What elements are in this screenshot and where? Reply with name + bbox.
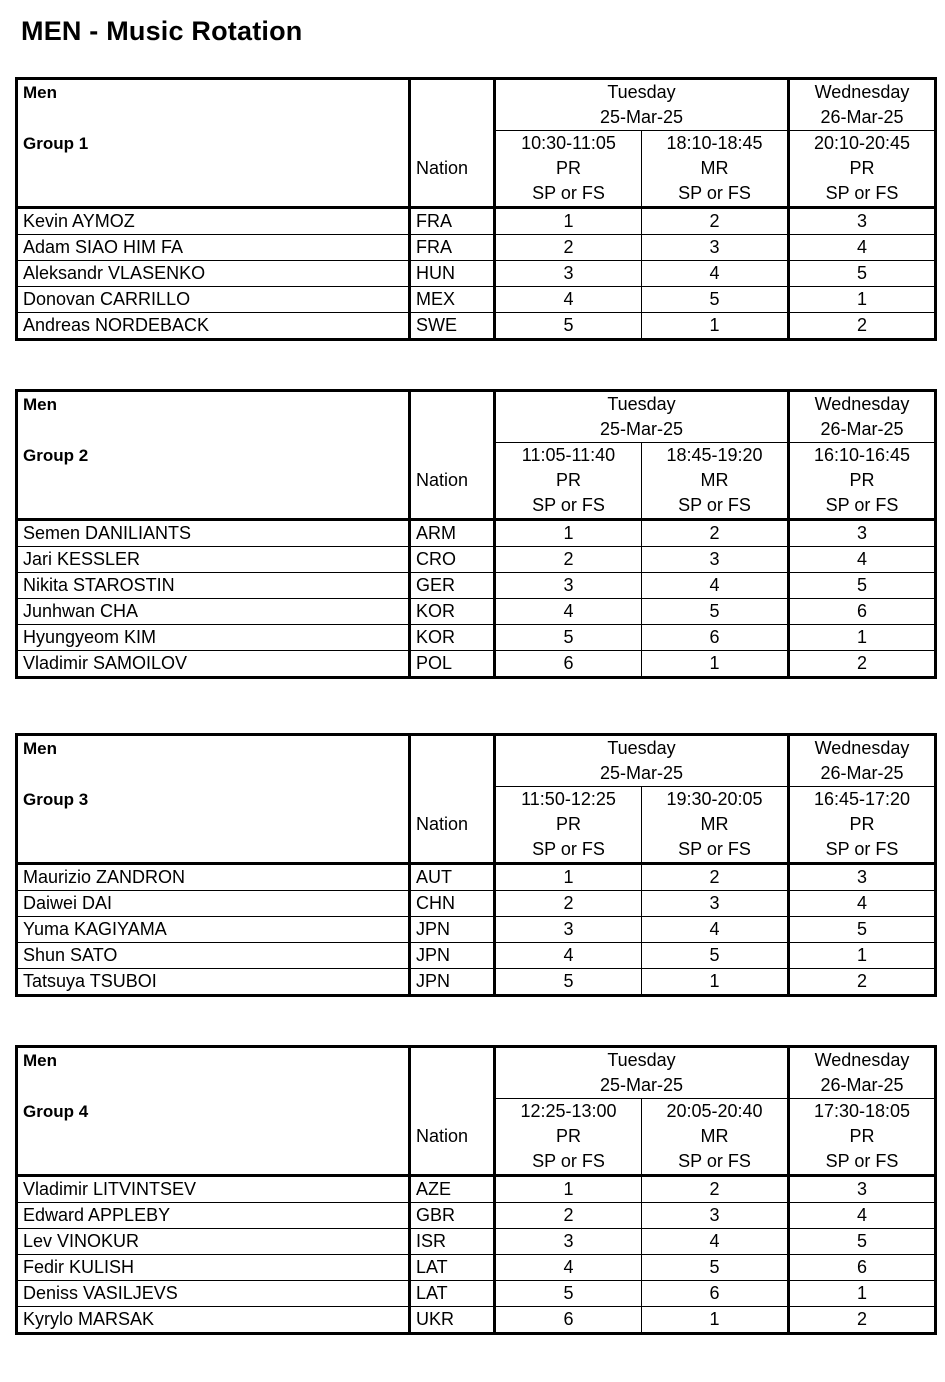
category-label: Men xyxy=(17,79,410,106)
header-spacer xyxy=(410,443,495,469)
rotation-order: 1 xyxy=(642,969,789,996)
rotation-order: 5 xyxy=(495,313,642,340)
header-spacer xyxy=(17,1124,410,1149)
rotation-order: 1 xyxy=(642,651,789,678)
session-segment: SP or FS xyxy=(789,1149,936,1176)
day-label: Tuesday xyxy=(495,391,789,418)
skater-row xyxy=(17,1281,936,1307)
rotation-order: 1 xyxy=(495,208,642,235)
skater-row xyxy=(17,864,936,891)
rotation-order: 2 xyxy=(789,969,936,996)
rotation-order: 5 xyxy=(495,1281,642,1307)
skater-nation: MEX xyxy=(410,287,495,313)
rotation-order: 5 xyxy=(642,599,789,625)
rotation-order: 3 xyxy=(495,261,642,287)
rotation-order: 5 xyxy=(642,1255,789,1281)
header-spacer xyxy=(17,493,410,520)
session-segment: SP or FS xyxy=(495,181,642,208)
header-spacer xyxy=(410,837,495,864)
group-label: Group 4 xyxy=(17,1099,410,1125)
skater-name: Kevin AYMOZ xyxy=(17,208,410,235)
skater-name: Maurizio ZANDRON xyxy=(17,864,410,891)
skater-name: Daiwei DAI xyxy=(17,891,410,917)
session-time: 10:30-11:05 xyxy=(495,131,642,157)
header-spacer xyxy=(410,131,495,157)
skater-name: Jari KESSLER xyxy=(17,547,410,573)
session-time: 16:10-16:45 xyxy=(789,443,936,469)
skater-nation: AUT xyxy=(410,864,495,891)
skater-name: Donovan CARRILLO xyxy=(17,287,410,313)
rotation-order: 1 xyxy=(789,625,936,651)
session-segment: SP or FS xyxy=(642,181,789,208)
group-label: Group 2 xyxy=(17,443,410,469)
session-time: 11:50-12:25 xyxy=(495,787,642,813)
rotation-order: 3 xyxy=(789,864,936,891)
header-spacer xyxy=(17,837,410,864)
rotation-order: 3 xyxy=(495,917,642,943)
date-label: 26-Mar-25 xyxy=(789,1073,936,1099)
rotation-order: 3 xyxy=(789,1176,936,1203)
skater-nation: POL xyxy=(410,651,495,678)
rotation-order: 6 xyxy=(789,1255,936,1281)
session-time: 11:05-11:40 xyxy=(495,443,642,469)
rotation-order: 6 xyxy=(789,599,936,625)
skater-name: Semen DANILIANTS xyxy=(17,520,410,547)
date-label: 26-Mar-25 xyxy=(789,105,936,131)
skater-row xyxy=(17,917,936,943)
rotation-order: 3 xyxy=(495,1229,642,1255)
skater-nation: JPN xyxy=(410,969,495,996)
skater-name: Hyungyeom KIM xyxy=(17,625,410,651)
session-type: PR xyxy=(495,812,642,837)
skater-name: Deniss VASILJEVS xyxy=(17,1281,410,1307)
skater-name: Junhwan CHA xyxy=(17,599,410,625)
header-spacer xyxy=(17,181,410,208)
rotation-order: 1 xyxy=(789,287,936,313)
skater-row xyxy=(17,287,936,313)
rotation-order: 4 xyxy=(789,547,936,573)
header-spacer xyxy=(17,468,410,493)
skater-nation: AZE xyxy=(410,1176,495,1203)
rotation-order: 3 xyxy=(642,1203,789,1229)
rotation-order: 1 xyxy=(495,1176,642,1203)
rotation-order: 2 xyxy=(789,651,936,678)
skater-row xyxy=(17,547,936,573)
page-title: MEN - Music Rotation xyxy=(21,16,303,46)
session-segment: SP or FS xyxy=(642,493,789,520)
header-spacer xyxy=(410,181,495,208)
rotation-order: 4 xyxy=(642,1229,789,1255)
rotation-order: 4 xyxy=(789,235,936,261)
skater-name: Tatsuya TSUBOI xyxy=(17,969,410,996)
session-type: PR xyxy=(789,156,936,181)
header-spacer xyxy=(410,1073,495,1099)
skater-name: Edward APPLEBY xyxy=(17,1203,410,1229)
header-spacer xyxy=(17,105,410,131)
skater-nation: LAT xyxy=(410,1281,495,1307)
rotation-order: 3 xyxy=(642,235,789,261)
rotation-order: 2 xyxy=(789,313,936,340)
skater-nation: CRO xyxy=(410,547,495,573)
skater-nation: SWE xyxy=(410,313,495,340)
session-segment: SP or FS xyxy=(495,1149,642,1176)
skater-row xyxy=(17,1307,936,1334)
nation-header-spacer xyxy=(410,79,495,106)
skater-name: Shun SATO xyxy=(17,943,410,969)
rotation-order: 1 xyxy=(789,1281,936,1307)
skater-row xyxy=(17,313,936,340)
session-time: 12:25-13:00 xyxy=(495,1099,642,1125)
category-label: Men xyxy=(17,391,410,418)
rotation-order: 2 xyxy=(642,864,789,891)
rotation-order: 2 xyxy=(789,1307,936,1334)
rotation-order: 1 xyxy=(642,313,789,340)
rotation-order: 5 xyxy=(642,943,789,969)
rotation-order: 3 xyxy=(789,520,936,547)
rotation-order: 5 xyxy=(789,1229,936,1255)
session-type: PR xyxy=(495,1124,642,1149)
header-spacer xyxy=(17,156,410,181)
group-table xyxy=(15,1045,937,1335)
rotation-order: 2 xyxy=(495,235,642,261)
date-label: 25-Mar-25 xyxy=(495,1073,789,1099)
skater-nation: FRA xyxy=(410,235,495,261)
skater-row xyxy=(17,651,936,678)
header-spacer xyxy=(17,1073,410,1099)
nation-header: Nation xyxy=(410,812,495,837)
session-time: 18:45-19:20 xyxy=(642,443,789,469)
session-segment: SP or FS xyxy=(642,837,789,864)
rotation-order: 4 xyxy=(495,1255,642,1281)
session-type: MR xyxy=(642,1124,789,1149)
date-label: 25-Mar-25 xyxy=(495,105,789,131)
skater-nation: FRA xyxy=(410,208,495,235)
header-spacer xyxy=(17,761,410,787)
rotation-order: 5 xyxy=(789,261,936,287)
session-time: 16:45-17:20 xyxy=(789,787,936,813)
session-segment: SP or FS xyxy=(642,1149,789,1176)
skater-name: Yuma KAGIYAMA xyxy=(17,917,410,943)
session-type: PR xyxy=(789,468,936,493)
category-label: Men xyxy=(17,1047,410,1074)
skater-nation: ARM xyxy=(410,520,495,547)
rotation-order: 3 xyxy=(495,573,642,599)
rotation-order: 2 xyxy=(495,547,642,573)
rotation-order: 4 xyxy=(495,943,642,969)
day-label: Tuesday xyxy=(495,735,789,762)
rotation-order: 6 xyxy=(495,1307,642,1334)
group-table xyxy=(15,77,937,341)
session-time: 18:10-18:45 xyxy=(642,131,789,157)
session-type: MR xyxy=(642,156,789,181)
rotation-order: 4 xyxy=(642,261,789,287)
skater-row xyxy=(17,625,936,651)
session-type: PR xyxy=(495,156,642,181)
skater-row xyxy=(17,261,936,287)
skater-row xyxy=(17,1203,936,1229)
header-spacer xyxy=(17,1149,410,1176)
skater-row xyxy=(17,1255,936,1281)
day-label: Wednesday xyxy=(789,735,936,762)
rotation-order: 5 xyxy=(789,573,936,599)
group-label: Group 1 xyxy=(17,131,410,157)
rotation-order: 5 xyxy=(789,917,936,943)
session-segment: SP or FS xyxy=(789,181,936,208)
nation-header-spacer xyxy=(410,1047,495,1074)
skater-nation: KOR xyxy=(410,599,495,625)
session-type: MR xyxy=(642,812,789,837)
session-type: PR xyxy=(495,468,642,493)
nation-header: Nation xyxy=(410,156,495,181)
skater-name: Lev VINOKUR xyxy=(17,1229,410,1255)
date-label: 26-Mar-25 xyxy=(789,417,936,443)
day-label: Wednesday xyxy=(789,391,936,418)
day-label: Tuesday xyxy=(495,1047,789,1074)
rotation-order: 2 xyxy=(495,891,642,917)
rotation-order: 4 xyxy=(789,891,936,917)
skater-row xyxy=(17,969,936,996)
day-label: Tuesday xyxy=(495,79,789,106)
day-label: Wednesday xyxy=(789,1047,936,1074)
session-time: 20:05-20:40 xyxy=(642,1099,789,1125)
session-segment: SP or FS xyxy=(789,493,936,520)
rotation-order: 2 xyxy=(642,208,789,235)
skater-row xyxy=(17,943,936,969)
skater-name: Adam SIAO HIM FA xyxy=(17,235,410,261)
nation-header: Nation xyxy=(410,1124,495,1149)
nation-header: Nation xyxy=(410,468,495,493)
rotation-order: 5 xyxy=(642,287,789,313)
skater-row xyxy=(17,573,936,599)
skater-nation: ISR xyxy=(410,1229,495,1255)
skater-name: Vladimir SAMOILOV xyxy=(17,651,410,678)
day-label: Wednesday xyxy=(789,79,936,106)
rotation-order: 3 xyxy=(789,208,936,235)
rotation-order: 4 xyxy=(642,573,789,599)
session-type: PR xyxy=(789,1124,936,1149)
session-segment: SP or FS xyxy=(495,493,642,520)
skater-nation: CHN xyxy=(410,891,495,917)
rotation-order: 3 xyxy=(642,547,789,573)
rotation-order: 2 xyxy=(495,1203,642,1229)
session-time: 17:30-18:05 xyxy=(789,1099,936,1125)
date-label: 26-Mar-25 xyxy=(789,761,936,787)
skater-row xyxy=(17,208,936,235)
group-table xyxy=(15,733,937,997)
skater-row xyxy=(17,235,936,261)
skater-name: Nikita STAROSTIN xyxy=(17,573,410,599)
rotation-order: 6 xyxy=(495,651,642,678)
nation-header-spacer xyxy=(410,735,495,762)
rotation-order: 6 xyxy=(642,625,789,651)
header-spacer xyxy=(410,787,495,813)
skater-nation: JPN xyxy=(410,943,495,969)
rotation-order: 5 xyxy=(495,969,642,996)
rotation-order: 1 xyxy=(642,1307,789,1334)
header-spacer xyxy=(410,105,495,131)
skater-nation: UKR xyxy=(410,1307,495,1334)
nation-header-spacer xyxy=(410,391,495,418)
skater-nation: GBR xyxy=(410,1203,495,1229)
rotation-order: 2 xyxy=(642,520,789,547)
header-spacer xyxy=(410,1149,495,1176)
header-spacer xyxy=(410,493,495,520)
rotation-order: 5 xyxy=(495,625,642,651)
header-spacer xyxy=(410,761,495,787)
session-time: 19:30-20:05 xyxy=(642,787,789,813)
skater-name: Fedir KULISH xyxy=(17,1255,410,1281)
header-spacer xyxy=(17,417,410,443)
rotation-order: 4 xyxy=(495,287,642,313)
skater-name: Kyrylo MARSAK xyxy=(17,1307,410,1334)
rotation-order: 1 xyxy=(495,864,642,891)
date-label: 25-Mar-25 xyxy=(495,417,789,443)
session-segment: SP or FS xyxy=(789,837,936,864)
session-time: 20:10-20:45 xyxy=(789,131,936,157)
skater-row xyxy=(17,1229,936,1255)
rotation-order: 4 xyxy=(789,1203,936,1229)
skater-nation: GER xyxy=(410,573,495,599)
session-type: MR xyxy=(642,468,789,493)
skater-nation: KOR xyxy=(410,625,495,651)
category-label: Men xyxy=(17,735,410,762)
skater-row xyxy=(17,891,936,917)
rotation-order: 3 xyxy=(642,891,789,917)
rotation-order: 2 xyxy=(642,1176,789,1203)
skater-row xyxy=(17,520,936,547)
skater-name: Andreas NORDEBACK xyxy=(17,313,410,340)
header-spacer xyxy=(17,812,410,837)
skater-nation: JPN xyxy=(410,917,495,943)
rotation-order: 6 xyxy=(642,1281,789,1307)
rotation-order: 4 xyxy=(495,599,642,625)
session-segment: SP or FS xyxy=(495,837,642,864)
group-table xyxy=(15,389,937,679)
rotation-order: 1 xyxy=(495,520,642,547)
date-label: 25-Mar-25 xyxy=(495,761,789,787)
skater-nation: HUN xyxy=(410,261,495,287)
skater-name: Vladimir LITVINTSEV xyxy=(17,1176,410,1203)
skater-name: Aleksandr VLASENKO xyxy=(17,261,410,287)
rotation-order: 1 xyxy=(789,943,936,969)
header-spacer xyxy=(410,1099,495,1125)
skater-nation: LAT xyxy=(410,1255,495,1281)
session-type: PR xyxy=(789,812,936,837)
header-spacer xyxy=(410,417,495,443)
rotation-order: 4 xyxy=(642,917,789,943)
skater-row xyxy=(17,599,936,625)
group-label: Group 3 xyxy=(17,787,410,813)
skater-row xyxy=(17,1176,936,1203)
